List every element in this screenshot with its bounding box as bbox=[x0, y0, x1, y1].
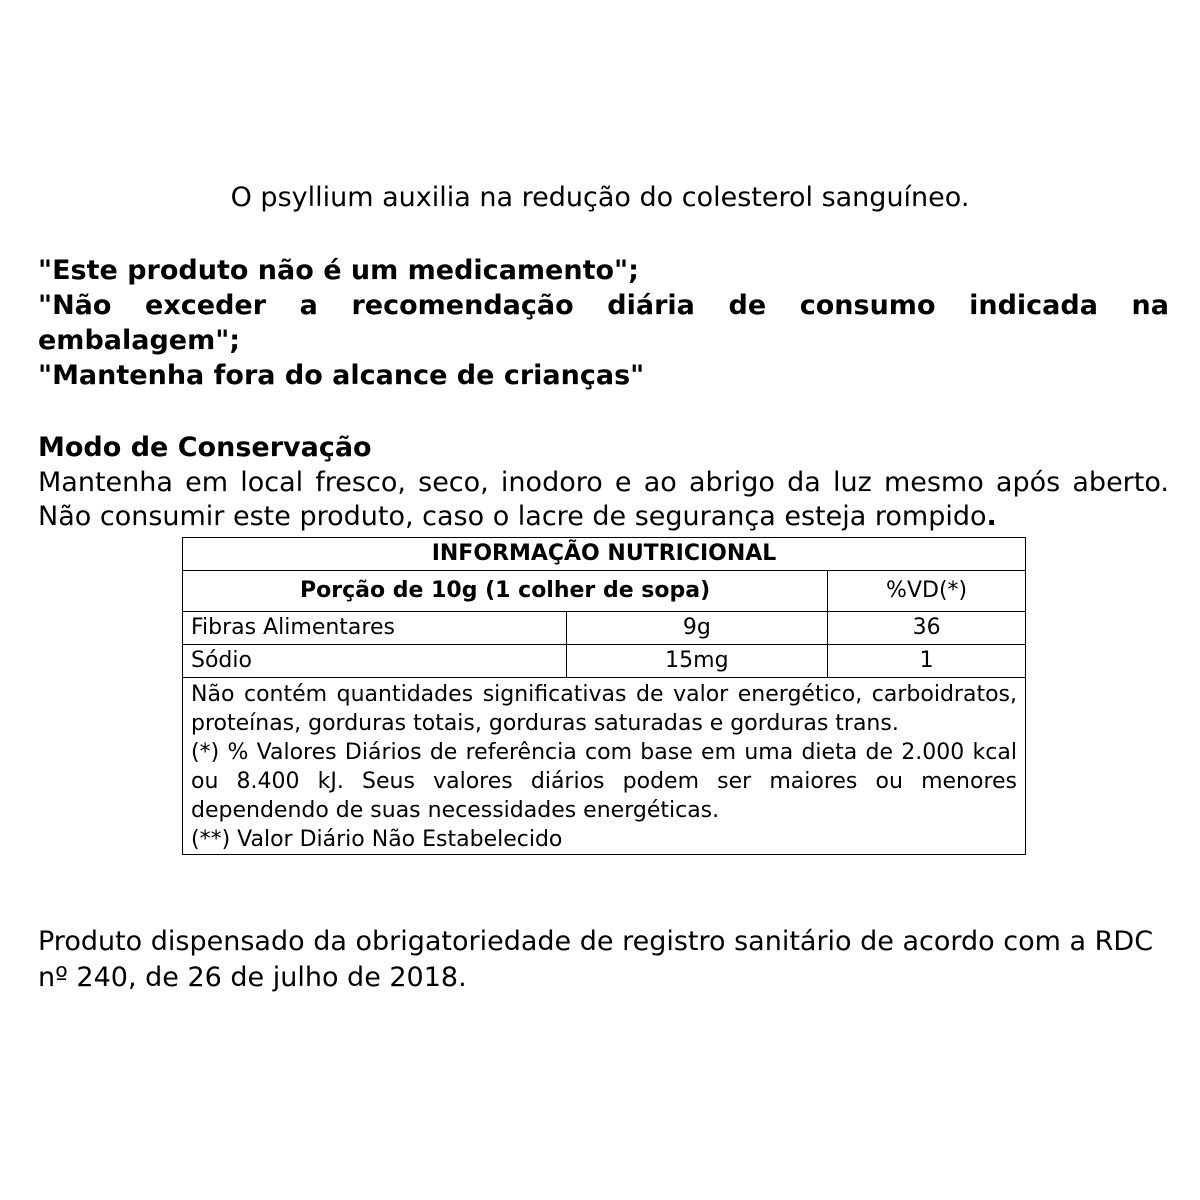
conservation-end-mark: . bbox=[986, 501, 997, 532]
nutrient-amount: 15mg bbox=[566, 645, 828, 678]
nutrition-notes-row bbox=[183, 678, 1026, 855]
nutrition-notes bbox=[183, 678, 1026, 855]
nutrient-vd: 36 bbox=[828, 612, 1026, 645]
nutrient-name: Fibras Alimentares bbox=[183, 612, 567, 645]
registration-note: Produto dispensado da obrigatoriedade de registro sanitário de acordo com a RDC nº 240, de 26 de julho de 2018. bbox=[38, 926, 1154, 993]
note-not-significant: Não contém quantidades significativas de valor energético, carboidratos, proteínas, gorduras totais, gorduras saturadas e gorduras trans. bbox=[191, 682, 1017, 736]
warning-children: "Mantenha fora do alcance de crianças" bbox=[38, 360, 645, 391]
table-row bbox=[183, 645, 1026, 678]
health-claim: O psyllium auxilia na redução do colesterol sanguíneo. bbox=[230, 182, 970, 213]
nutrient-name: Sódio bbox=[183, 645, 567, 678]
conservation-text bbox=[38, 466, 1169, 534]
nutrition-title: INFORMAÇÃO NUTRICIONAL bbox=[183, 538, 1026, 571]
warnings-block bbox=[38, 253, 1169, 393]
vd-header: %VD(*) bbox=[828, 571, 1026, 612]
portion-label: Porção de 10g (1 colher de sopa) bbox=[183, 571, 828, 612]
conservation-title: Modo de Conservação bbox=[38, 432, 372, 463]
warning-not-medicine: "Este produto não é um medicamento"; bbox=[38, 255, 639, 286]
conservation-body: Mantenha em local fresco, seco, inodoro e ao abrigo da luz mesmo após aberto. Não consumir este produto, caso o lacre de segurança esteja rompido bbox=[38, 467, 1169, 532]
nutrition-title-row bbox=[183, 538, 1026, 571]
note-not-established: (**) Valor Diário Não Estabelecido bbox=[191, 827, 563, 852]
nutrient-vd: 1 bbox=[828, 645, 1026, 678]
nutrition-portion-row bbox=[183, 571, 1026, 612]
table-row bbox=[183, 612, 1026, 645]
note-daily-values: (*) % Valores Diários de referência com base em uma dieta de 2.000 kcal ou 8.400 kJ. Seus valores diários podem ser maiores ou menores dependendo de suas necessidades energéticas. bbox=[191, 740, 1017, 823]
nutrition-table bbox=[182, 537, 1026, 855]
warning-dosage: "Não exceder a recomendação diária de consumo indicada na embalagem"; bbox=[38, 290, 1169, 356]
nutrient-amount: 9g bbox=[566, 612, 828, 645]
